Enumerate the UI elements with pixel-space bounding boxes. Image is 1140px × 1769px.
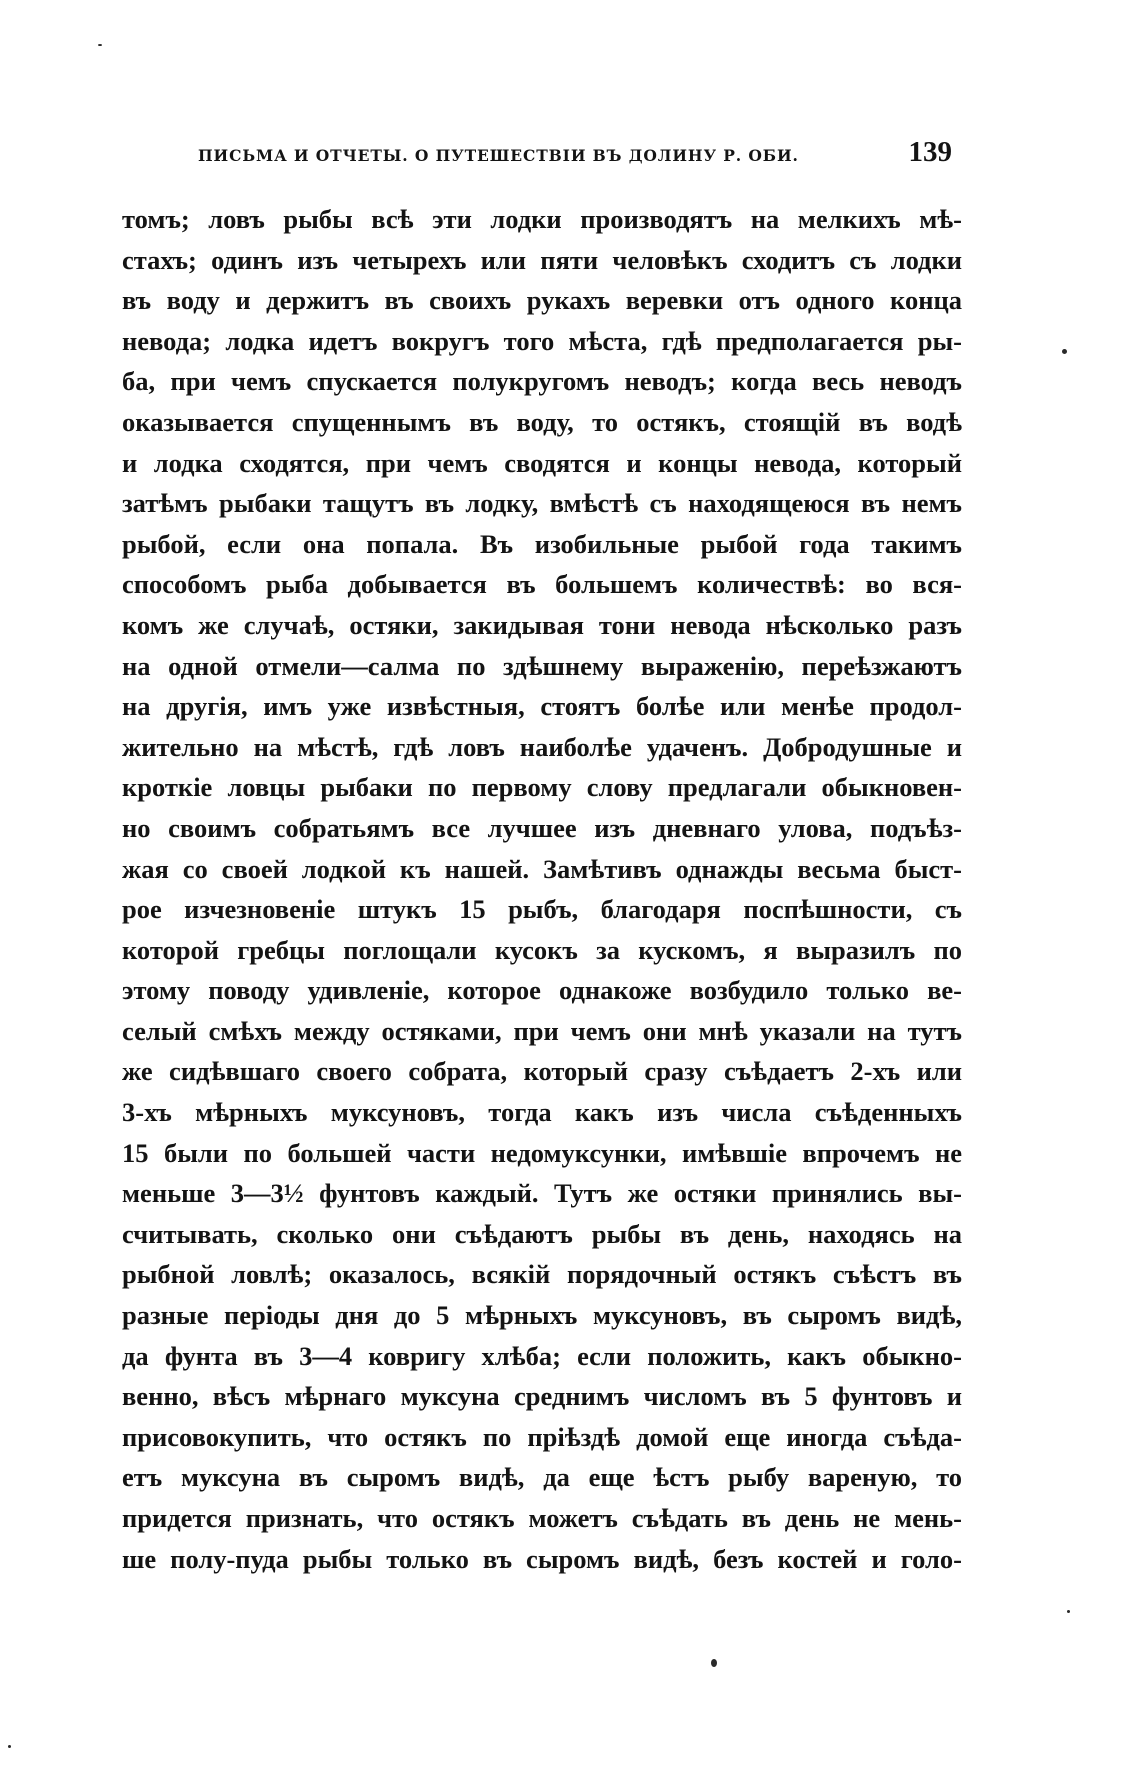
text-line: етъ муксуна въ сыромъ видѣ, да еще ѣстъ рыбу вареную, то xyxy=(122,1462,962,1493)
scan-speck xyxy=(1062,349,1067,354)
text-line: способомъ рыба добывается въ большемъ количествѣ: во вся- xyxy=(122,569,962,600)
text-line: стахъ; одинъ изъ четырехъ или пяти человѣкъ сходитъ съ лодки xyxy=(122,244,962,275)
text-line: невода; лодка идетъ вокругъ того мѣста, гдѣ предполагается ры- xyxy=(122,325,962,356)
text-line: присовокупить, что остякъ по пріѣздѣ домой еще иногда съѣда- xyxy=(122,1421,962,1452)
text-line: 3-хъ мѣрныхъ муксуновъ, тогда какъ изъ числа съѣденныхъ xyxy=(122,1097,962,1128)
text-line: ше полу-пуда рыбы только въ сыромъ видѣ, безъ костей и голо- xyxy=(122,1543,962,1574)
text-line: затѣмъ рыбаки тащутъ въ лодку, вмѣстѣ съ находящеюся въ немъ xyxy=(122,488,962,519)
text-line: меньше 3—3½ фунтовъ каждый. Тутъ же остяки принялись вы- xyxy=(122,1178,962,1209)
text-line: на одной отмели—салма по здѣшнему выраженію, переѣзжаютъ xyxy=(122,650,962,681)
body-text xyxy=(122,199,962,1579)
text-line: жая со своей лодкой къ нашей. Замѣтивъ однажды весьма быст- xyxy=(122,853,962,884)
text-line: же сидѣвшаго своего собрата, который сразу съѣдаетъ 2-хъ или xyxy=(122,1056,962,1087)
text-line: и лодка сходятся, при чемъ сводятся и концы невода, который xyxy=(122,447,962,478)
text-line: 15 были по большей части недомуксунки, имѣвшіе впрочемъ не xyxy=(122,1137,962,1168)
text-line: кроткіе ловцы рыбаки по первому слову предлагали обыкновен- xyxy=(122,772,962,803)
text-line: которой гребцы поглощали кусокъ за кускомъ, я выразилъ по xyxy=(122,934,962,965)
running-title: ПИСЬМА И ОТЧЕТЫ. О ПУТЕШЕСТВІИ ВЪ ДОЛИНУ Р. ОБИ. xyxy=(198,146,799,165)
text-line: селый смѣхъ между остяками, при чемъ они мнѣ указали на тутъ xyxy=(122,1015,962,1046)
text-line: ба, при чемъ спускается полукругомъ неводъ; когда весь неводъ xyxy=(122,366,962,397)
text-line: жительно на мѣстѣ, гдѣ ловъ наиболѣе удаченъ. Добродушные и xyxy=(122,731,962,762)
scan-speck xyxy=(1067,1610,1070,1613)
scan-speck xyxy=(711,1659,717,1667)
text-line: комъ же случаѣ, остяки, закидывая тони невода нѣсколько разъ xyxy=(122,609,962,640)
page-number: 139 xyxy=(908,136,952,168)
text-line: томъ; ловъ рыбы всѣ эти лодки производятъ на мелкихъ мѣ- xyxy=(122,204,962,234)
scan-speck xyxy=(98,44,102,46)
text-line: но своимъ собратьямъ все лучшее изъ дневнаго улова, подъѣз- xyxy=(122,812,962,843)
text-line: разные періоды дня до 5 мѣрныхъ муксуновъ, въ сыромъ видѣ, xyxy=(122,1300,962,1331)
text-line: считывать, сколько они съѣдаютъ рыбы въ день, находясь на xyxy=(122,1218,962,1249)
text-line: да фунта въ 3—4 ковригу хлѣба; если положить, какъ обыкно- xyxy=(122,1340,962,1371)
text-line: на другія, имъ уже извѣстныя, стоятъ болѣе или менѣе продол- xyxy=(122,691,962,722)
scan-speck xyxy=(8,1745,11,1748)
text-line: рыбой, если она попала. Въ изобильные рыбой года такимъ xyxy=(122,528,962,559)
text-line: рыбной ловлѣ; оказалось, всякій порядочный остякъ съѣстъ въ xyxy=(122,1259,962,1290)
text-line: рое изчезновеніе штукъ 15 рыбъ, благодаря поспѣшности, съ xyxy=(122,894,962,925)
text-line: оказывается спущеннымъ въ воду, то остякъ, стоящій въ водѣ xyxy=(122,406,962,437)
running-head xyxy=(198,136,952,176)
text-line: венно, вѣсъ мѣрнаго муксуна среднимъ числомъ въ 5 фунтовъ и xyxy=(122,1381,962,1412)
text-line: этому поводу удивленіе, которое однакоже возбудило только ве- xyxy=(122,975,962,1006)
text-line: придется признать, что остякъ можетъ съѣдать въ день не мень- xyxy=(122,1503,962,1533)
text-line: въ воду и держитъ въ своихъ рукахъ веревки отъ одного конца xyxy=(122,285,962,316)
